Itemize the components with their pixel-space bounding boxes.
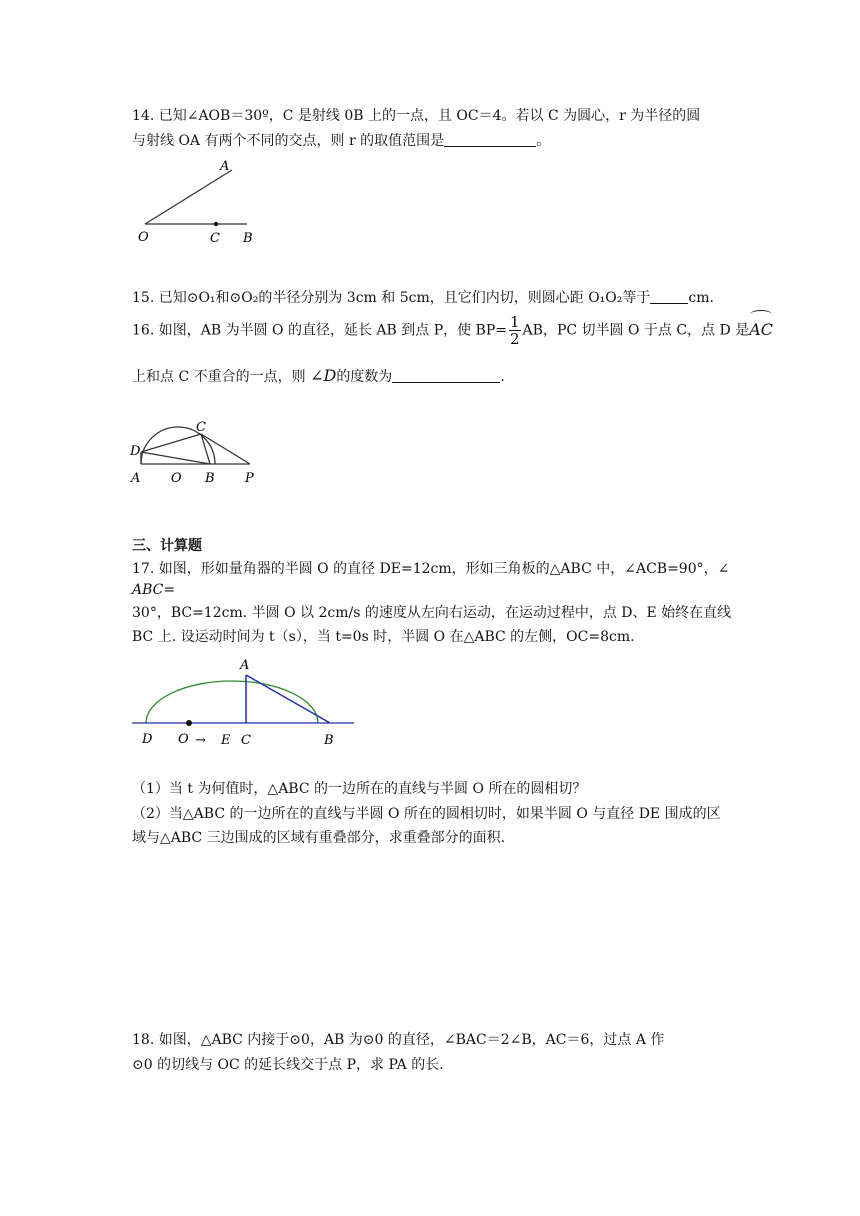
center-o [186,720,192,726]
answer-blank [392,368,500,383]
segment-db [141,452,210,464]
label-o: O [171,471,182,486]
q16-line2 [132,366,505,387]
answer-blank [650,289,688,304]
q16-line1 [132,314,773,347]
q17-part2-line1: （2）当△ABC 的一边所在的直线与半圆 O 所在的圆相切时，如果半圆 O 与直径 DE 围成的区 [132,806,721,822]
label-b: B [243,231,253,246]
q17-line2: ABC= [132,582,176,598]
label-c: C [210,231,220,246]
label-d: D [130,444,141,459]
q14-figure [130,158,270,248]
q18-line1: 18. 如图，△ABC 内接于⊙0，AB 为⊙0 的直径，∠BAC＝2∠B，AC＝6，过点 A 作 [132,1032,665,1048]
q16-figure [128,420,268,490]
point-c [214,222,218,226]
side-ab [246,675,330,723]
label-a: A [220,159,230,174]
segment-dc [141,434,201,452]
q17-part1: （1）当 t 为何值时，△ABC 的一边所在的直线与半圆 O 所在的圆相切？ [132,781,587,797]
label-a: A [240,658,250,673]
q16-text-a: 16. 如图，AB 为半圆 O 的直径，延长 AB 到点 P，使 BP= [132,322,507,339]
q14-end: 。 [536,133,551,149]
q16-line2-b: 的度数为 [336,369,393,385]
q17-part2-line2: 域与△ABC 三边围成的区域有重叠部分，求重叠部分的面积. [132,830,506,846]
q16-line2-a: 上和点 C 不重合的一点，则 [132,369,306,385]
label-e: E [221,733,231,748]
label-o: O [178,732,189,747]
fraction-half: $\frac{1}{2}$ [510,313,520,348]
q17-line1: 17. 如图，形如量角器的半圆 O 的直径 DE=12cm，形如三角板的△ABC 中，∠ACB=90°，∠ [132,561,730,577]
q17-line4: BC 上. 设运动时间为 t（s），当 t=0s 时，半圆 O 在△ABC 的左侧，OC=8cm. [132,629,635,645]
arc-ac: AC [749,315,773,345]
q14-line2-text: 与射线 OA 有两个不同的交点，则 r 的取值范围是 [132,133,445,149]
label-d: D [142,732,153,747]
arrow-icon: → [195,733,206,748]
q17-line3: 30°，BC=12cm. 半圆 O 以 2cm/s 的速度从左向右运动，在运动过程中，点 D、E 始终在直线 [132,605,732,621]
q15-end: cm. [688,290,714,306]
q17-figure [128,655,364,755]
section-title: 三、计算题 [132,538,202,554]
q16-text-b: AB，PC 切半圆 O 于点 C，点 D 是 [522,322,750,339]
q14-line2 [132,131,550,151]
label-b: B [324,733,334,748]
angle-d: ∠D [310,366,337,385]
q16-end: . [500,369,505,385]
label-p: P [245,471,254,486]
answer-blank [444,132,536,147]
q15-text: 15. 已知⊙O₁和⊙O₂的半径分别为 3cm 和 5cm，且它们内切，则圆心距 O₁O₂等于 [132,290,651,306]
label-b: B [205,471,215,486]
label-c: C [241,733,251,748]
label-o: O [138,230,149,245]
ray-oa [145,170,232,224]
q15-line [132,288,714,308]
label-c: C [196,420,206,435]
q18-line2: ⊙0 的切线与 OC 的延长线交于点 P，求 PA 的长. [132,1057,444,1073]
label-a: A [131,471,141,486]
q14-line1: 14. 已知∠AOB＝30º，C 是射线 0B 上的一点，且 OC＝4。若以 C 为圆心，r 为半径的圆 [132,108,701,124]
